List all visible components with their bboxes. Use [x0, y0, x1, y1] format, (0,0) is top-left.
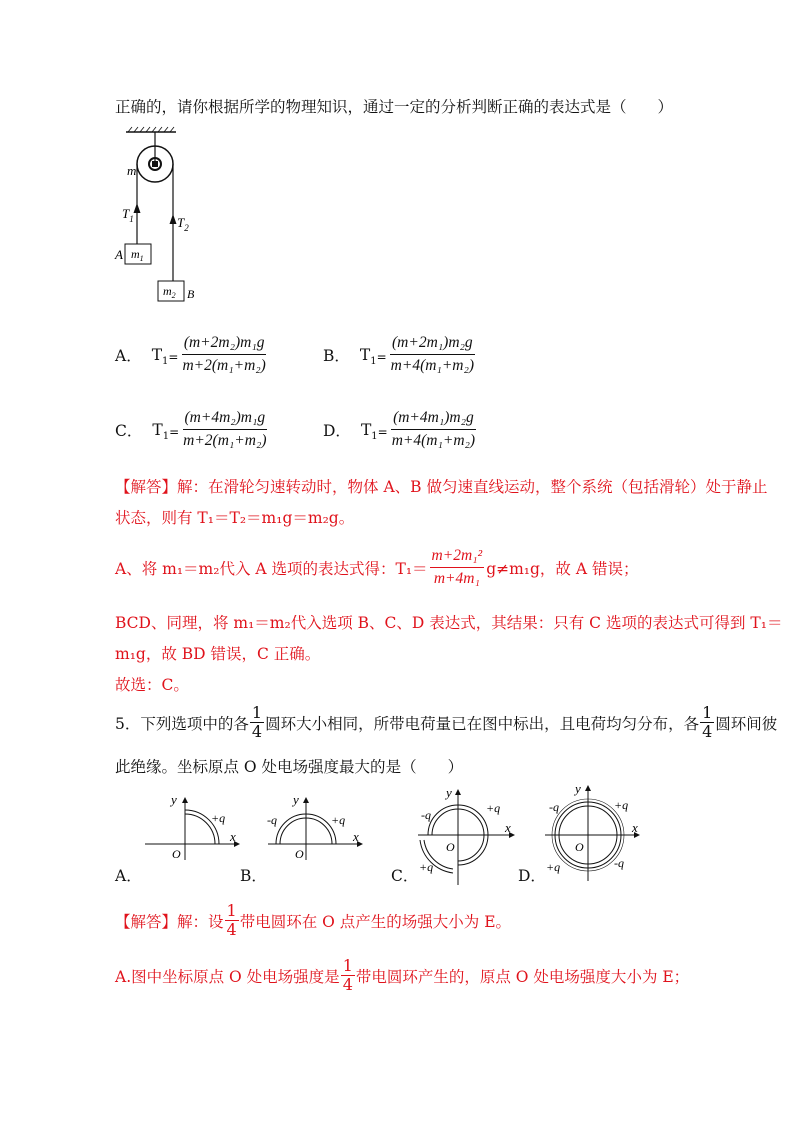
answer-q4-line4: BCD、同理，将 m₁＝m₂代入选项 B、C、D 表达式，其结果：只有 C 选项的表达式可得到 T₁＝ — [115, 614, 783, 632]
answer-q4-line3: A、将 m₁＝m₂代入 A 选项的表达式得：T₁＝ $\frac{\text{m+2m₁²}}{\text{m+4m₁}}$ g≠m₁g，故 A 错误； — [115, 547, 639, 587]
svg-text:y: y — [446, 787, 452, 800]
intro-line: 正确的，请你根据所学的物理知识，通过一定的分析判断正确的表达式是（ ） — [115, 98, 674, 116]
figure-c-label[interactable]: C． — [391, 867, 419, 885]
option-d[interactable]: D． $T_1$ = $\frac{\text{(m+4m₁)m₂g}}{\text{m+4(m₁+m₂)}}$ — [323, 409, 476, 449]
figure-b[interactable] — [263, 792, 373, 862]
answer-q4-line1: 【解答】解：在滑轮匀速转动时，物体 A、B 做匀速直线运动，整个系统（包括滑轮）处于静止 — [115, 478, 768, 496]
svg-text:O: O — [172, 847, 181, 861]
figure-a-label[interactable]: A． — [115, 867, 142, 885]
svg-text:x: x — [353, 829, 359, 844]
svg-text:+q: +q — [546, 860, 561, 874]
figure-d-label[interactable]: D． — [518, 867, 546, 885]
figure-b-label[interactable]: B． — [240, 867, 267, 885]
svg-text:O: O — [446, 840, 455, 854]
svg-text:x: x — [505, 820, 511, 835]
svg-text:O: O — [295, 847, 304, 861]
svg-text:+q: +q — [486, 801, 501, 815]
answer-q4-line6: 故选：C。 — [115, 676, 189, 694]
question5-line1: 5．下列选项中的各 1 4 圆环大小相同，所带电荷量已在图中标出，且电荷均匀分布，各 1 4 圆环间彼 — [115, 703, 778, 741]
svg-text:-q: -q — [614, 856, 624, 870]
figure-d[interactable] — [540, 783, 650, 883]
svg-text:T2: $T_2$ — [177, 215, 189, 233]
svg-text:y: y — [293, 792, 299, 807]
svg-text:-q: -q — [267, 813, 277, 827]
figure-c[interactable] — [413, 787, 523, 887]
svg-text:+q: +q — [614, 798, 629, 812]
svg-text:-q: -q — [421, 808, 431, 822]
svg-text:x: x — [230, 829, 236, 844]
answer-q4-line5: m₁g，故 BD 错误，C 正确。 — [115, 645, 321, 663]
svg-text:x: x — [632, 820, 638, 835]
svg-text:y: y — [575, 783, 581, 796]
option-a[interactable]: A． $T_1$ = $\frac{\text{(m+2m₂)m₁g}}{\text{m+2(m₁+m₂)}}$ — [115, 334, 266, 374]
option-b[interactable]: B． $T_1$ = $\frac{\text{(m+2m₁)m₂g}}{\text{m+4(m₁+m₂)}}$ — [323, 334, 475, 374]
svg-text:+q: +q — [331, 813, 346, 827]
answer-q5-line1: 【解答】 解：设 1 4 带电圆环在 O 点产生的场强大小为 E。 — [115, 901, 512, 939]
question5-line2: 此绝缘。坐标原点 O 处电场强度最大的是（ ） — [115, 758, 464, 776]
svg-text:y: y — [171, 792, 177, 807]
svg-text:O: O — [575, 840, 584, 854]
svg-text:T1: $T_1$ — [122, 206, 134, 224]
svg-text:m2: $m_2$ — [163, 284, 176, 300]
svg-text:m1: $m_1$ — [131, 247, 144, 263]
answer-q5-line2: A.图中坐标原点 O 处电场强度是 1 4 带电圆环产生的，原点 O 处电场强度大小为 E； — [115, 956, 690, 994]
svg-text:+q: +q — [211, 811, 226, 825]
svg-text:B: B — [187, 287, 195, 301]
pulley-mass-label: m — [127, 163, 137, 178]
svg-text:-q: -q — [549, 800, 559, 814]
option-c[interactable]: C． $T_1$ = $\frac{\text{(m+4m₂)m₁g}}{\text{m+2(m₁+m₂)}}$ — [115, 409, 267, 449]
answer-q4-line2: 状态，则有 T₁＝T₂＝m₁g＝m₂g。 — [115, 509, 355, 527]
pulley-diagram — [112, 126, 222, 306]
svg-text:+q: +q — [419, 860, 434, 874]
figure-a[interactable] — [140, 792, 250, 862]
svg-text:A: A — [115, 247, 123, 262]
